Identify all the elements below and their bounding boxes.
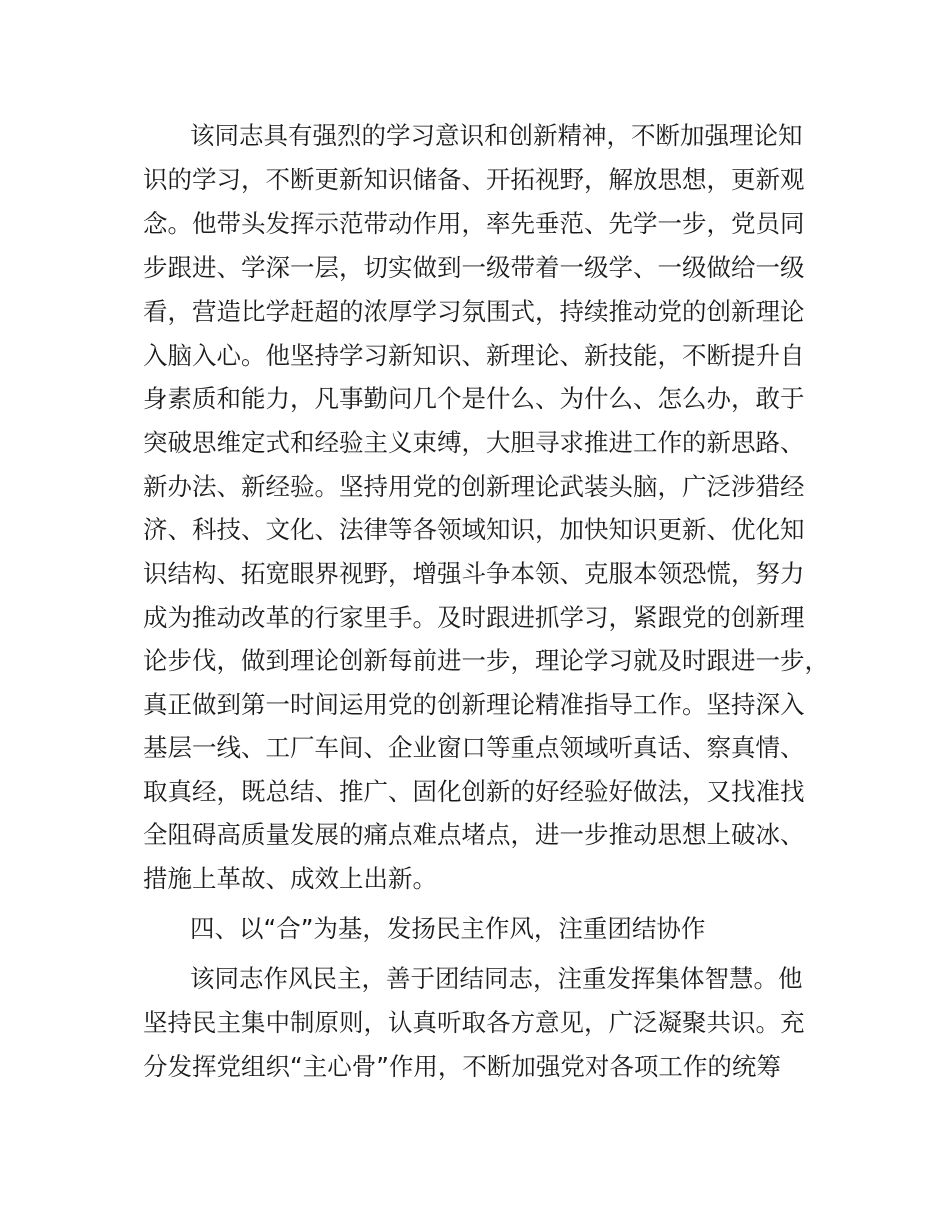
paragraph-line: 济、科技、文化、法律等各领域知识，加快知识更新、优化知 [143, 515, 805, 544]
paragraph-line: 身素质和能力，凡事勤问几个是什么、为什么、怎么办，敢于 [143, 384, 805, 413]
paragraph-line: 全阻碍高质量发展的痛点难点堵点，进一步推动思想上破冰、 [143, 820, 805, 849]
paragraph-line: 论步伐，做到理论创新每前进一步，理论学习就及时跟进一步， [143, 646, 829, 675]
paragraph-line: 分发挥党组织“主心骨”作用，不断加强党对各项工作的统筹 [143, 1052, 781, 1081]
paragraph-line: 识结构、拓宽眼界视野，增强斗争本领、克服本领恐慌，努力 [143, 559, 805, 588]
paragraph-line: 成为推动改革的行家里手。及时跟进抓学习，紧跟党的创新理 [143, 603, 805, 632]
paragraph-line: 入脑入心。他坚持学习新知识、新理论、新技能，不断提升自 [143, 341, 805, 370]
paragraph-line: 看，营造比学赶超的浓厚学习氛围式，持续推动党的创新理论 [143, 297, 805, 326]
paragraph-line: 坚持民主集中制原则，认真听取各方意见，广泛凝聚共识。充 [143, 1008, 805, 1037]
paragraph-line: 步跟进、学深一层，切实做到一级带着一级学、一级做给一级 [143, 253, 805, 282]
paragraph-line: 措施上革故、成效上出新。 [143, 864, 437, 893]
paragraph-line: 真正做到第一时间运用党的创新理论精准指导工作。坚持深入 [143, 690, 805, 719]
paragraph-line: 新办法、新经验。坚持用党的创新理论武装头脑，广泛涉猎经 [143, 472, 805, 501]
paragraph-line: 突破思维定式和经验主义束缚，大胆寻求推进工作的新思路、 [143, 428, 805, 457]
paragraph-line: 念。他带头发挥示范带动作用，率先垂范、先学一步，党员同 [143, 209, 805, 238]
paragraph-line: 该同志具有强烈的学习意识和创新精神，不断加强理论知 [190, 121, 803, 150]
paragraph-line: 识的学习，不断更新知识储备、开拓视野，解放思想，更新观 [143, 165, 805, 194]
paragraph-line: 该同志作风民主，善于团结同志，注重发挥集体智慧。他 [190, 964, 803, 993]
paragraph-line: 基层一线、工厂车间、企业窗口等重点领域听真话、察真情、 [143, 733, 805, 762]
paragraph-line: 取真经，既总结、推广、固化创新的好经验好做法，又找准找 [143, 777, 805, 806]
section-heading: 四、以“合”为基，发扬民主作风，注重团结协作 [190, 914, 706, 943]
